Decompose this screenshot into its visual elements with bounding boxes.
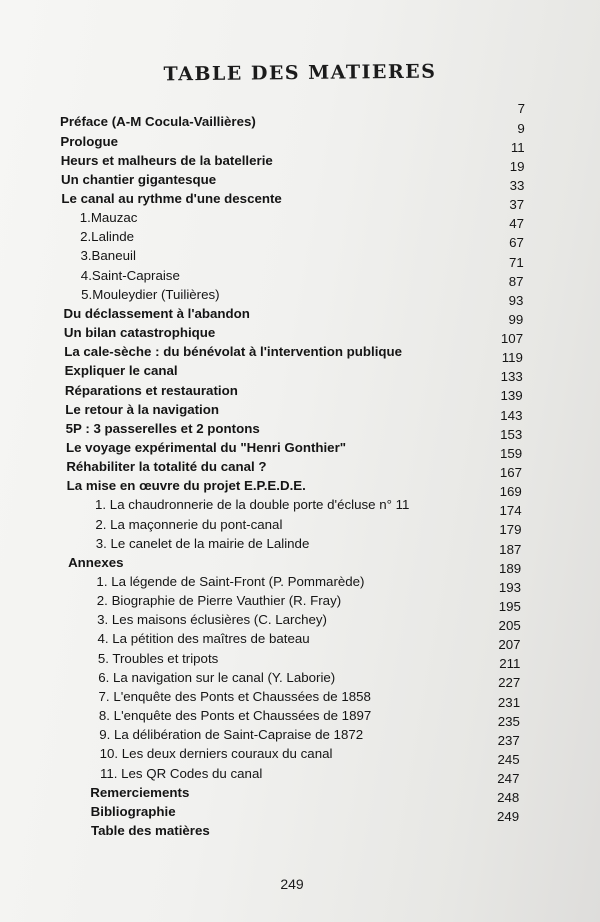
toc-entry-label: 4.Saint-Capraise xyxy=(80,267,180,283)
toc-entry-label: 3.Baneuil xyxy=(80,248,136,264)
toc-entry-label: Un bilan catastrophique xyxy=(63,325,216,341)
toc-entry-label: Le retour à la navigation xyxy=(65,401,219,417)
toc-page-number: 37 xyxy=(509,197,525,213)
toc-entry-label: 4. La pétition des maîtres de bateau xyxy=(97,631,310,647)
toc-entry-label: 2. Biographie de Pierre Vauthier (R. Fray) xyxy=(96,593,342,609)
toc-page-number: 9 xyxy=(517,120,525,136)
toc-entry-label: 2. La maçonnerie du pont-canal xyxy=(95,516,283,532)
toc-page-number: 7 xyxy=(517,101,525,117)
toc-entry-label: 1.Mauzac xyxy=(79,210,138,226)
toc-entry-label: Heurs et malheurs de la batellerie xyxy=(60,152,273,168)
toc-entry-label: La mise en œuvre du projet E.P.E.D.E. xyxy=(66,478,306,494)
toc-page-number: 248 xyxy=(497,790,520,806)
toc-page-number: 187 xyxy=(499,541,522,557)
toc-entry-label: 5.Mouleydier (Tuilières) xyxy=(81,286,220,302)
toc-entry-label: Le canal au rythme d'une descente xyxy=(61,191,282,206)
toc-entry-label: Réhabiliter la totalité du canal ? xyxy=(66,459,267,475)
toc-page-number: 153 xyxy=(500,426,523,442)
page-title: TABLE DES MATIERES xyxy=(163,60,437,86)
toc-page-number: 93 xyxy=(508,292,524,308)
toc-entry-label: 3. Les maisons éclusières (C. Larchey) xyxy=(97,612,327,628)
toc-entry-label: Annexes xyxy=(68,554,124,570)
toc-page-number: 33 xyxy=(509,177,525,193)
toc-entry-label: Un chantier gigantesque xyxy=(61,171,217,187)
toc-entry-label: 2.Lalinde xyxy=(80,229,135,245)
toc-entry-label: Expliquer le canal xyxy=(64,363,178,379)
toc-entry-label: Le voyage expérimental du "Henri Gonthier" xyxy=(65,439,347,455)
toc-page-number: 71 xyxy=(508,254,524,270)
toc-page-number: 169 xyxy=(499,484,522,500)
toc-page-number: 195 xyxy=(498,598,521,614)
toc-page-number: 143 xyxy=(500,407,523,423)
toc-entry-label: Remerciements xyxy=(90,784,190,800)
toc-entry-label: 7. L'enquête des Ponts et Chaussées de 1858 xyxy=(98,688,371,704)
toc-entry-label: Table des matières xyxy=(91,822,210,838)
toc-page-number: 207 xyxy=(498,637,521,653)
toc-entry-label: 1. La légende de Saint-Front (P. Pommarède) xyxy=(96,574,365,590)
toc-entry-label: Réparations et restauration xyxy=(64,382,238,398)
toc-page-number: 249 xyxy=(496,809,520,825)
toc-entry-label: Prologue xyxy=(60,133,118,149)
toc-entry-label: 5P : 3 passerelles et 2 pontons xyxy=(65,420,260,436)
toc-entry-label: 9. La délibération de Saint-Capraise de 1872 xyxy=(99,727,364,743)
toc-entry-label: Préface (A-M Cocula-Vaillières) xyxy=(60,114,256,130)
toc-page-number: 107 xyxy=(500,331,524,347)
toc-entry-label: La cale-sèche : du bénévolat à l'intervention publique xyxy=(64,344,403,360)
toc-page-number: 87 xyxy=(508,273,524,289)
toc-page-number: 11 xyxy=(510,139,525,155)
toc-page-number: 235 xyxy=(497,713,520,729)
toc-page-number: 174 xyxy=(499,503,522,519)
toc-page-number: 237 xyxy=(497,732,520,748)
toc-entry-label: Bibliographie xyxy=(90,803,176,819)
toc-entry-label: 6. La navigation sur le canal (Y. Laborie) xyxy=(98,669,336,685)
toc-entry-label: 10. Les deux derniers couraux du canal xyxy=(99,746,333,762)
toc-entry-label: 11. Les QR Codes du canal xyxy=(99,765,263,781)
toc-page-number: 159 xyxy=(499,445,523,461)
toc-entry-label: 3. Le canelet de la mairie de Lalinde xyxy=(95,535,310,551)
toc-page-number: 119 xyxy=(501,350,523,366)
toc-page-number: 247 xyxy=(497,771,520,787)
toc-page-number: 211 xyxy=(499,656,521,672)
toc-page-number: 67 xyxy=(509,235,524,251)
toc-entry-label: 5. Troubles et tripots xyxy=(97,650,219,666)
toc-page-number: 19 xyxy=(509,158,525,174)
toc-page-number: 47 xyxy=(509,216,525,232)
toc-page-number: 133 xyxy=(500,369,523,385)
toc-page-number: 245 xyxy=(497,752,520,768)
toc-entry-label: 8. L'enquête des Ponts et Chaussées de 1897 xyxy=(98,708,372,724)
toc-entry-label: Du déclassement à l'abandon xyxy=(63,305,250,321)
page-number: 249 xyxy=(280,876,304,892)
toc-page-number: 99 xyxy=(508,311,524,327)
toc-page-number: 231 xyxy=(497,694,521,710)
toc-page-number: 227 xyxy=(498,675,521,691)
toc-page-number: 167 xyxy=(499,465,522,480)
toc-page-number: 205 xyxy=(498,618,521,634)
toc-page-number: 189 xyxy=(499,560,522,576)
toc-page-number: 139 xyxy=(500,388,523,404)
toc-entry-label: 1. La chaudronnerie de la double porte d'écluse n° 11 xyxy=(95,497,410,513)
toc-page-number: 193 xyxy=(498,579,522,595)
toc-page-number: 179 xyxy=(499,522,522,538)
